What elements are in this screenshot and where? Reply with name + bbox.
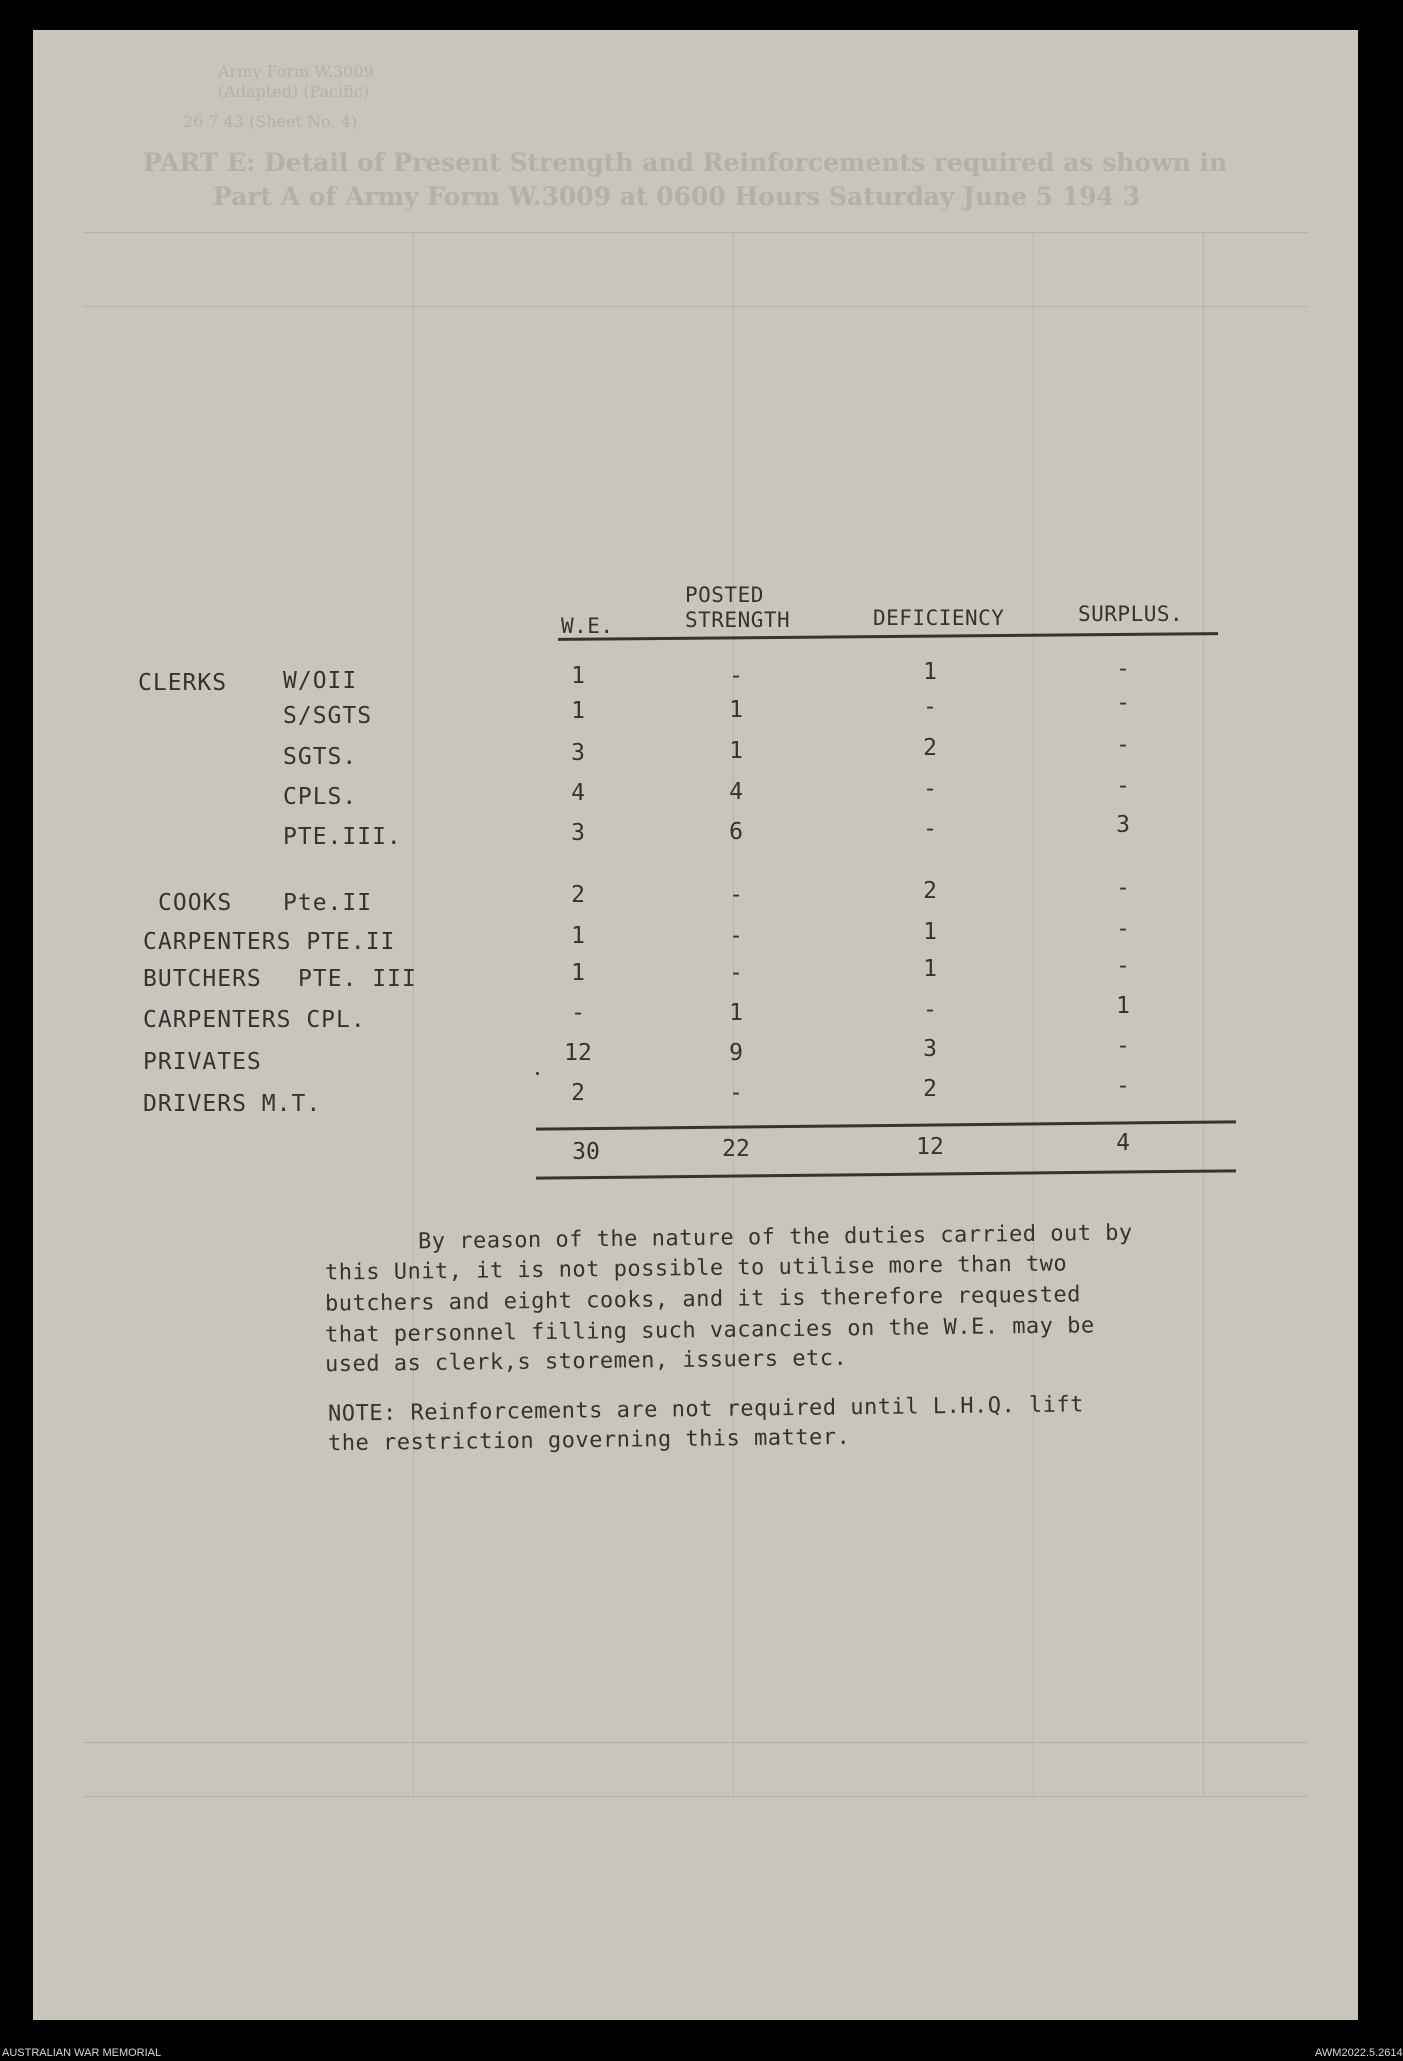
rank-label: PTE. III (298, 966, 417, 992)
surplus-value: - (1116, 690, 1130, 716)
note-paragraph-line: used as clerk,s storemen, issuers etc. (324, 1345, 848, 1378)
note-paragraph-line: butchers and eight cooks, and it is therefore requested (324, 1282, 1082, 1317)
deficiency-value: - (923, 776, 937, 802)
rank-label: W/OII (283, 668, 358, 694)
rank-label: CPLS. (283, 784, 358, 810)
note-paragraph-line: By reason of the nature of the duties carried out by (417, 1220, 1133, 1255)
posted-value: 1 (729, 1000, 743, 1026)
trade-label: COOKS (158, 890, 233, 916)
rank-label: PTE.III. (283, 824, 402, 850)
header-surplus: SURPLUS. (1078, 602, 1184, 626)
posted-value: 1 (729, 738, 743, 764)
header-deficiency: DEFICIENCY (873, 606, 1005, 630)
form-rule (83, 1742, 1308, 1743)
surplus-value: - (1116, 1073, 1130, 1099)
header-we: W.E. (561, 614, 614, 638)
we-value: - (571, 1000, 585, 1026)
we-value: 1 (571, 960, 585, 986)
posted-value: - (729, 663, 743, 689)
stray-mark (536, 1072, 539, 1075)
we-value: 3 (571, 820, 585, 846)
posted-value: - (729, 960, 743, 986)
trade-label: CARPENTERS PTE.II (143, 929, 396, 955)
posted-value: 1 (729, 697, 743, 723)
document-sheet (33, 30, 1358, 2020)
footer-right-label: AWM2022.5.2614 (1315, 2047, 1403, 2059)
deficiency-value: 1 (923, 919, 937, 945)
rank-label: S/SGTS (283, 703, 373, 729)
trade-label: DRIVERS M.T. (143, 1091, 322, 1117)
deficiency-value: - (923, 694, 937, 720)
total-posted: 22 (722, 1136, 750, 1162)
we-value: 12 (564, 1040, 592, 1066)
total-deficiency: 12 (916, 1134, 944, 1160)
footer-left-label: AUSTRALIAN WAR MEMORIAL (2, 2047, 162, 2059)
deficiency-value: - (923, 997, 937, 1023)
trade-label: CARPENTERS CPL. (143, 1007, 366, 1033)
we-value: 2 (571, 1080, 585, 1106)
trade-label: CLERKS (138, 670, 228, 696)
rank-label: SGTS. (283, 744, 358, 770)
deficiency-value: 1 (923, 956, 937, 982)
form-rule (1033, 232, 1034, 1796)
form-heading: Part A of Army Form W.3009 at 0600 Hours Saturday June 5 194 3 (213, 182, 1141, 211)
surplus-value: 3 (1116, 812, 1130, 838)
note-line: NOTE: Reinforcements are not required until L.H.Q. lift (327, 1392, 1085, 1427)
we-value: 3 (571, 740, 585, 766)
surplus-value: 1 (1116, 993, 1130, 1019)
deficiency-value: - (923, 816, 937, 842)
deficiency-value: 2 (923, 1076, 937, 1102)
surplus-value: - (1116, 773, 1130, 799)
surplus-value: - (1116, 953, 1130, 979)
posted-value: - (729, 882, 743, 908)
we-value: 2 (571, 882, 585, 908)
form-number-line: Army Form W.3009 (218, 62, 374, 81)
header-underline (558, 632, 1218, 641)
surplus-value: - (1116, 1033, 1130, 1059)
surplus-value: - (1116, 916, 1130, 942)
deficiency-value: 2 (923, 878, 937, 904)
form-rule (413, 232, 414, 1796)
deficiency-value: 1 (923, 659, 937, 685)
rank-label: Pte.II (283, 890, 373, 916)
surplus-value: - (1116, 732, 1130, 758)
we-value: 1 (571, 698, 585, 724)
trade-label: BUTCHERS (143, 966, 262, 992)
header-posted-line1: POSTED (685, 583, 764, 607)
surplus-value: - (1116, 656, 1130, 682)
deficiency-value: 2 (923, 735, 937, 761)
surplus-value: - (1116, 875, 1130, 901)
form-rule (83, 232, 1308, 233)
form-rule (83, 306, 1308, 307)
posted-value: - (729, 923, 743, 949)
note-paragraph-line: that personnel filling such vacancies on the W.E. may be (324, 1313, 1095, 1348)
posted-value: 4 (729, 779, 743, 805)
trade-label: PRIVATES (143, 1049, 262, 1075)
posted-value: - (729, 1080, 743, 1106)
we-value: 4 (571, 780, 585, 806)
total-surplus: 4 (1116, 1130, 1130, 1156)
form-heading: PART E: Detail of Present Strength and Reinforcements required as shown in (143, 148, 1228, 177)
form-number-line: (Adapted) (Pacific) (218, 82, 370, 101)
note-line: the restriction governing this matter. (327, 1424, 851, 1457)
form-rule (1203, 232, 1204, 1796)
form-number-line: 26 7 43 (Sheet No. 4) (183, 112, 358, 131)
we-value: 1 (571, 923, 585, 949)
we-value: 1 (571, 663, 585, 689)
totals-rule-bottom (536, 1169, 1236, 1179)
header-posted-line2: STRENGTH (685, 608, 791, 632)
total-we: 30 (572, 1139, 600, 1165)
form-rule (83, 1796, 1308, 1797)
note-paragraph-line: this Unit, it is not possible to utilise more than two (324, 1251, 1068, 1286)
deficiency-value: 3 (923, 1036, 937, 1062)
posted-value: 6 (729, 819, 743, 845)
posted-value: 9 (729, 1040, 743, 1066)
